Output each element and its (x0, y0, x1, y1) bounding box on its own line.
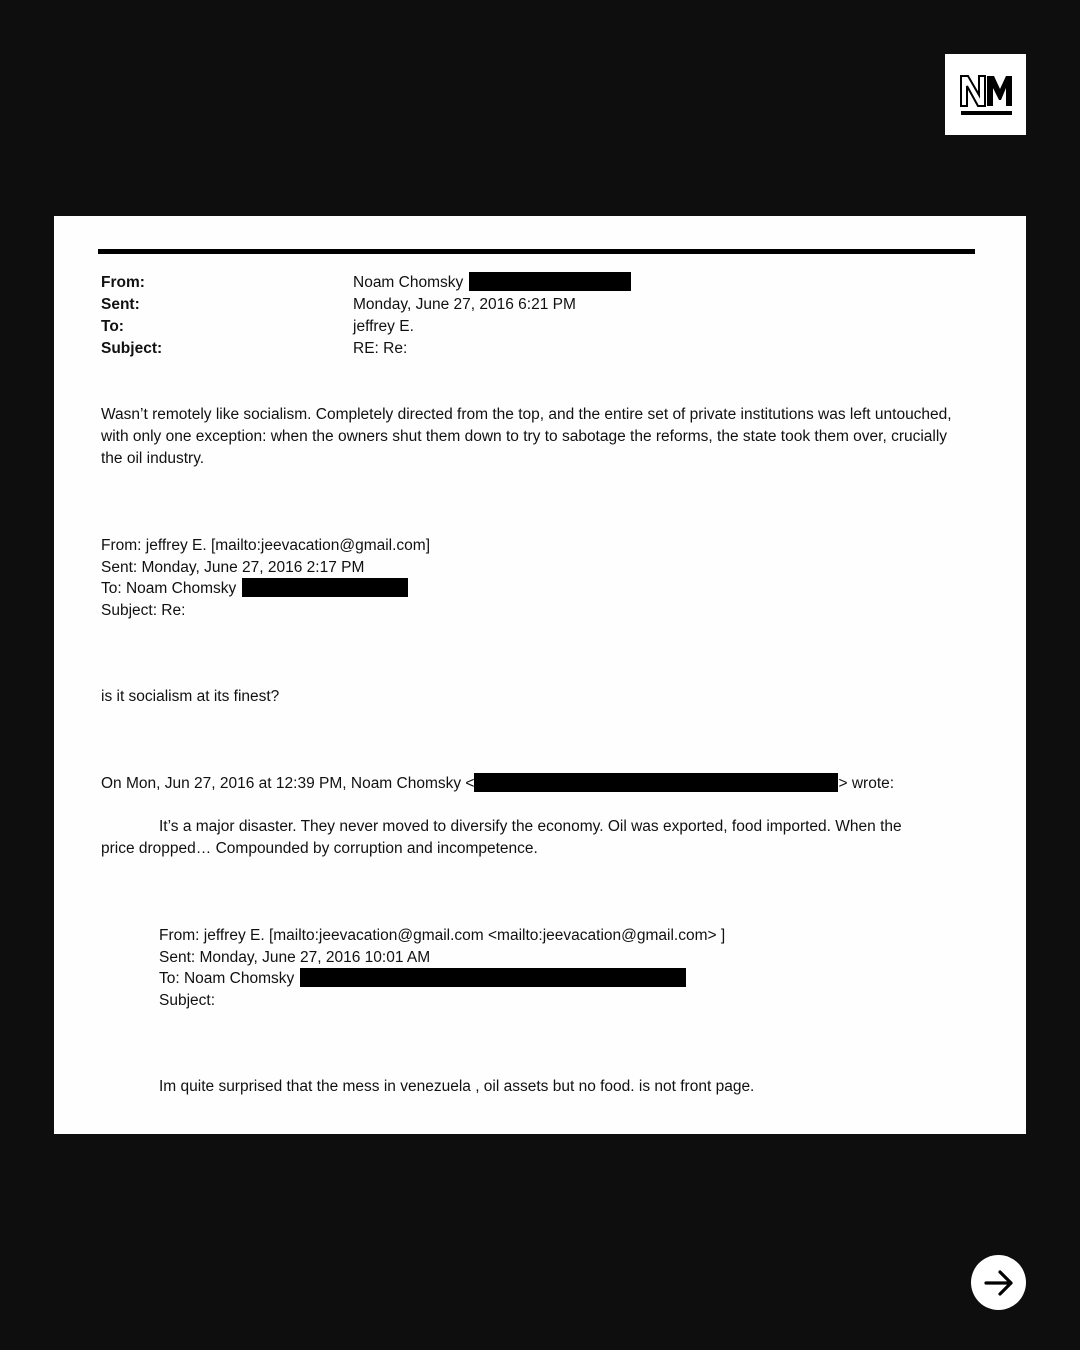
from-value: Noam Chomsky (353, 272, 631, 294)
next-button[interactable] (971, 1255, 1026, 1310)
redaction-bar (469, 272, 631, 291)
subject-value: RE: Re: (353, 340, 408, 357)
sent-label: Sent: (101, 296, 140, 313)
redaction-bar (474, 773, 838, 792)
to-value: jeffrey E. (353, 318, 414, 335)
quoted-from: From: jeffrey E. [mailto:jeevacation@gmail.com <mailto:jeevacation@gmail.com> ] (159, 927, 726, 944)
quoted-to: To: Noam Chomsky (101, 578, 430, 600)
quoted-header-2 (159, 925, 725, 1011)
sent-value: Monday, June 27, 2016 6:21 PM (353, 296, 576, 313)
nm-logo-icon (958, 72, 1014, 118)
quoted-subject: Subject: (159, 991, 216, 1009)
email-header (101, 272, 631, 360)
header-rule (98, 249, 975, 254)
quoted-to: To: Noam Chomsky (159, 968, 725, 990)
quoted-body-1: is it socialism at its finest? (101, 688, 280, 705)
quoted-from: From: jeffrey E. [mailto:jeevacation@gmail.com] (101, 537, 431, 554)
subject-label: Subject: (101, 340, 163, 357)
email-document (54, 216, 1026, 1134)
redaction-bar (300, 968, 686, 987)
quoted-sent: Sent: Monday, June 27, 2016 10:01 AM (159, 948, 431, 966)
brand-logo (945, 54, 1026, 135)
on-wrote-line: On Mon, Jun 27, 2016 at 12:39 PM, Noam Chomsky < > wrote: (101, 775, 895, 792)
to-label: To: (101, 318, 124, 335)
quoted-sent: Sent: Monday, June 27, 2016 2:17 PM (101, 558, 365, 576)
from-label: From: (101, 274, 145, 291)
chomsky-message: It’s a major disaster. They never moved to diversify the economy. Oil was exported, food imported. When the price dropped… Compounded by corruption and incompetence. (101, 818, 902, 857)
redaction-bar (242, 578, 408, 597)
quoted-header-1 (101, 535, 430, 621)
quoted-subject: Subject: Re: (101, 601, 186, 619)
arrow-right-icon (982, 1266, 1016, 1300)
quoted-body-2: Im quite surprised that the mess in venezuela , oil assets but no food. is not front page. (159, 1078, 755, 1095)
reply-body: Wasn’t remotely like socialism. Completely directed from the top, and the entire set of private institutions was left untouched, with only one exception: when the owners shut them down to try to sabotage the reforms, the state took them over, crucially the oil industry. (101, 406, 952, 467)
